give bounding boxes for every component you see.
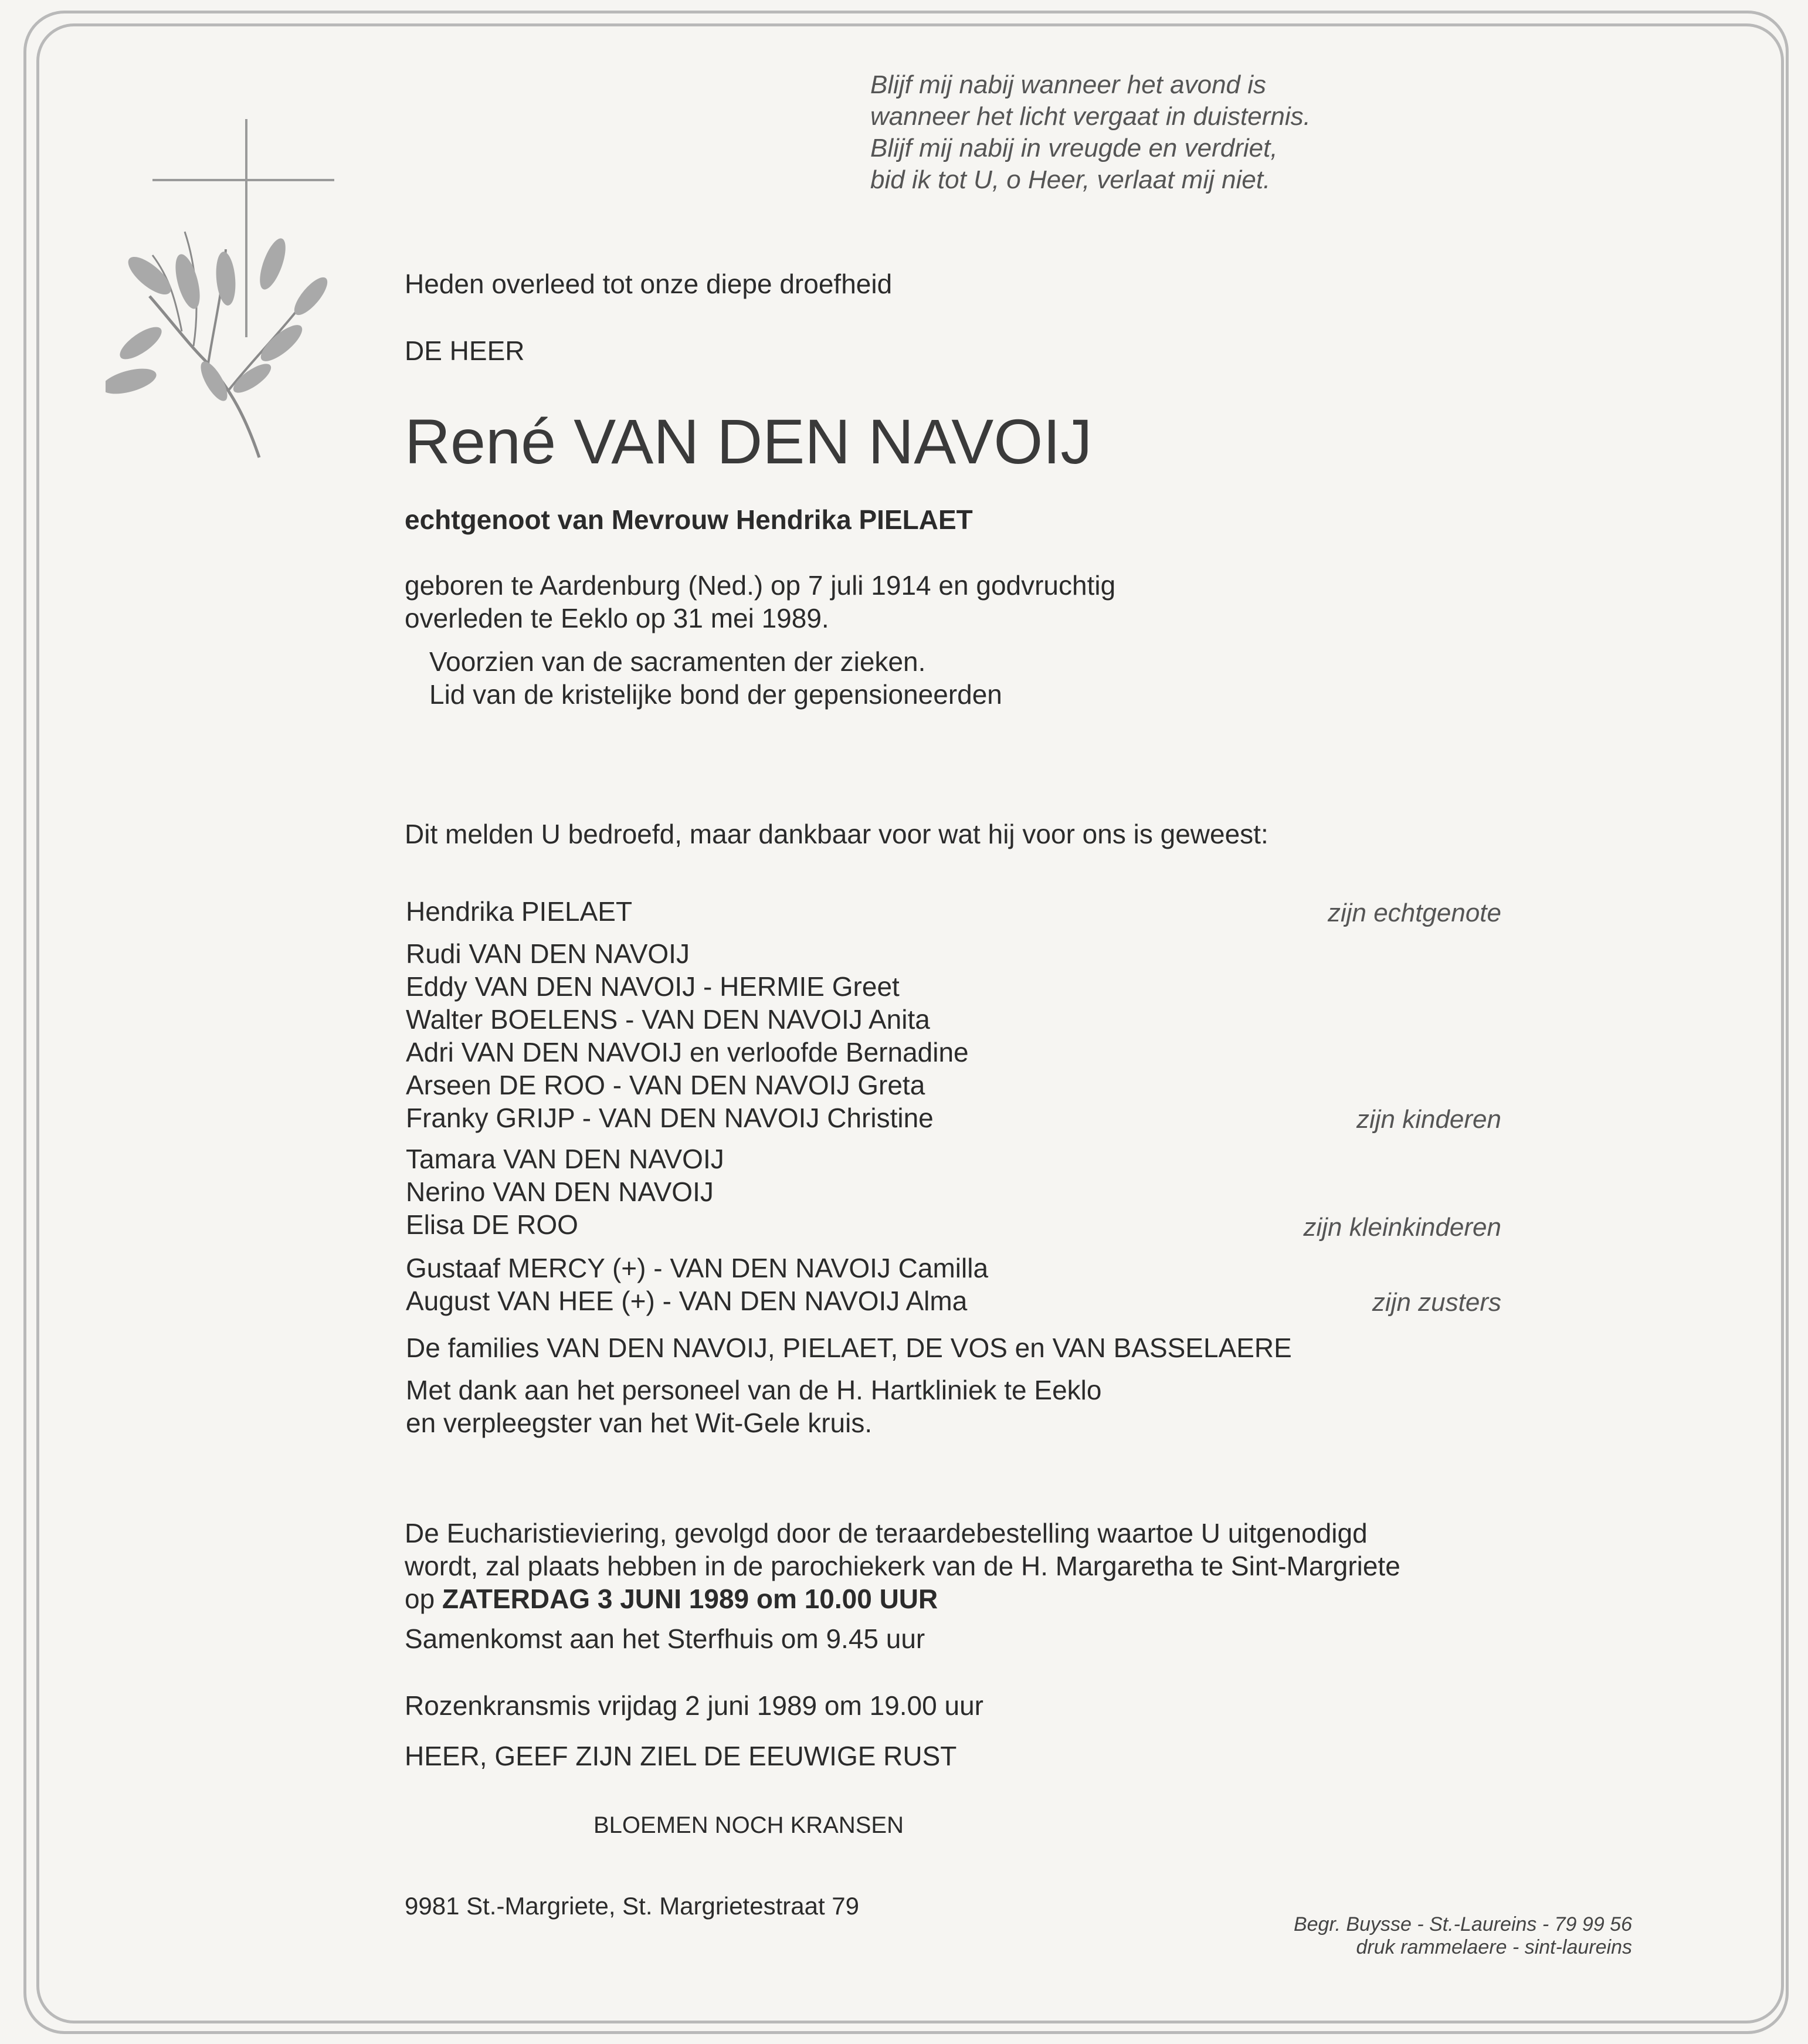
cross-branch-icon (106, 114, 352, 466)
birth-line: geboren te Aardenburg (Ned.) op 7 juli 1914 en godvruchtig (405, 570, 1116, 601)
birth-death (405, 569, 1115, 635)
family-member: Gustaaf MERCY (+) - VAN DEN NAVOIJ Camilla (406, 1253, 989, 1283)
family-member: Adri VAN DEN NAVOIJ en verloofde Bernadine (406, 1037, 969, 1067)
death-line: overleden te Eeklo op 31 mei 1989. (405, 603, 829, 633)
service-line: wordt, zal plaats hebben in de parochiekerk van de H. Margaretha te Sint-Margriete (405, 1551, 1400, 1581)
poem-line: wanneer het licht vergaat in duisternis. (870, 102, 1311, 131)
poem-line: Blijf mij nabij wanneer het avond is (870, 70, 1267, 99)
poem (870, 69, 1311, 196)
notes (429, 645, 1002, 711)
poem-line: Blijf mij nabij in vreugde en verdriet, (870, 134, 1278, 162)
gathering-text: Samenkomst aan het Sterfhuis om 9.45 uur (405, 1623, 925, 1654)
family-spouse (406, 895, 632, 928)
thanks-line: en verpleegster van het Wit-Gele kruis. (406, 1408, 873, 1438)
service-date-line (405, 1582, 1400, 1615)
role-sisters: zijn zusters (1372, 1288, 1501, 1317)
family-member: August VAN HEE (+) - VAN DEN NAVOIJ Alma (406, 1286, 968, 1316)
intro-text: Heden overleed tot onze diepe droefheid (405, 269, 893, 299)
family-member: Arseen DE ROO - VAN DEN NAVOIJ Greta (406, 1070, 925, 1100)
printer-info (1294, 1913, 1632, 1959)
family-member: Nerino VAN DEN NAVOIJ (406, 1177, 714, 1207)
family-sisters (406, 1252, 988, 1317)
family-member: Tamara VAN DEN NAVOIJ (406, 1144, 724, 1174)
service-date: ZATERDAG 3 JUNI 1989 om 10.00 UUR (442, 1584, 938, 1614)
printer-line: Begr. Buysse - St.-Laureins - 79 99 56 (1293, 1913, 1632, 1935)
rosary-text: Rozenkransmis vrijdag 2 juni 1989 om 19.00 uur (405, 1690, 983, 1721)
families-line: De families VAN DEN NAVOIJ, PIELAET, DE VOS en VAN BASSELAERE (406, 1333, 1292, 1363)
role-children: zijn kinderen (1356, 1105, 1501, 1134)
family-member: Elisa DE ROO (406, 1209, 578, 1240)
announcement: Dit melden U bedroefd, maar dankbaar voor wat hij voor ons is geweest: (405, 819, 1268, 849)
family-member: Walter BOELENS - VAN DEN NAVOIJ Anita (406, 1004, 930, 1035)
thanks (406, 1374, 1101, 1439)
note-line: Voorzien van de sacramenten der zieken. (429, 646, 926, 677)
spouse-line: echtgenoot van Mevrouw Hendrika PIELAET (405, 504, 973, 535)
family-member: Hendrika PIELAET (406, 896, 633, 927)
printer-line: druk rammelaere - sint-laureins (1356, 1936, 1632, 1958)
service-date-prefix: op (405, 1584, 435, 1614)
deceased-name: René VAN DEN NAVOIJ (405, 406, 1093, 477)
thanks-line: Met dank aan het personeel van de H. Hartkliniek te Eeklo (406, 1375, 1102, 1405)
note-line: Lid van de kristelijke bond der gepensioneerden (429, 679, 1002, 710)
service-line: De Eucharistieviering, gevolgd door de teraardebestelling waartoe U uitgenodigd (405, 1518, 1368, 1548)
address: 9981 St.-Margriete, St. Margrietestraat 79 (405, 1892, 860, 1920)
honorific: DE HEER (405, 335, 525, 366)
role-grandchildren: zijn kleinkinderen (1303, 1213, 1501, 1242)
role-spouse: zijn echtgenote (1328, 899, 1501, 927)
family-member: Rudi VAN DEN NAVOIJ (406, 938, 690, 969)
prayer-text: HEER, GEEF ZIJN ZIEL DE EEUWIGE RUST (405, 1741, 957, 1771)
family-children (406, 937, 969, 1134)
poem-line: bid ik tot U, o Heer, verlaat mij niet. (870, 165, 1271, 194)
family-member: Franky GRIJP - VAN DEN NAVOIJ Christine (406, 1103, 934, 1133)
family-member: Eddy VAN DEN NAVOIJ - HERMIE Greet (406, 971, 900, 1002)
family-grandchildren (406, 1143, 724, 1241)
flowers-text: BLOEMEN NOCH KRANSEN (593, 1812, 904, 1838)
service-details (405, 1517, 1400, 1615)
